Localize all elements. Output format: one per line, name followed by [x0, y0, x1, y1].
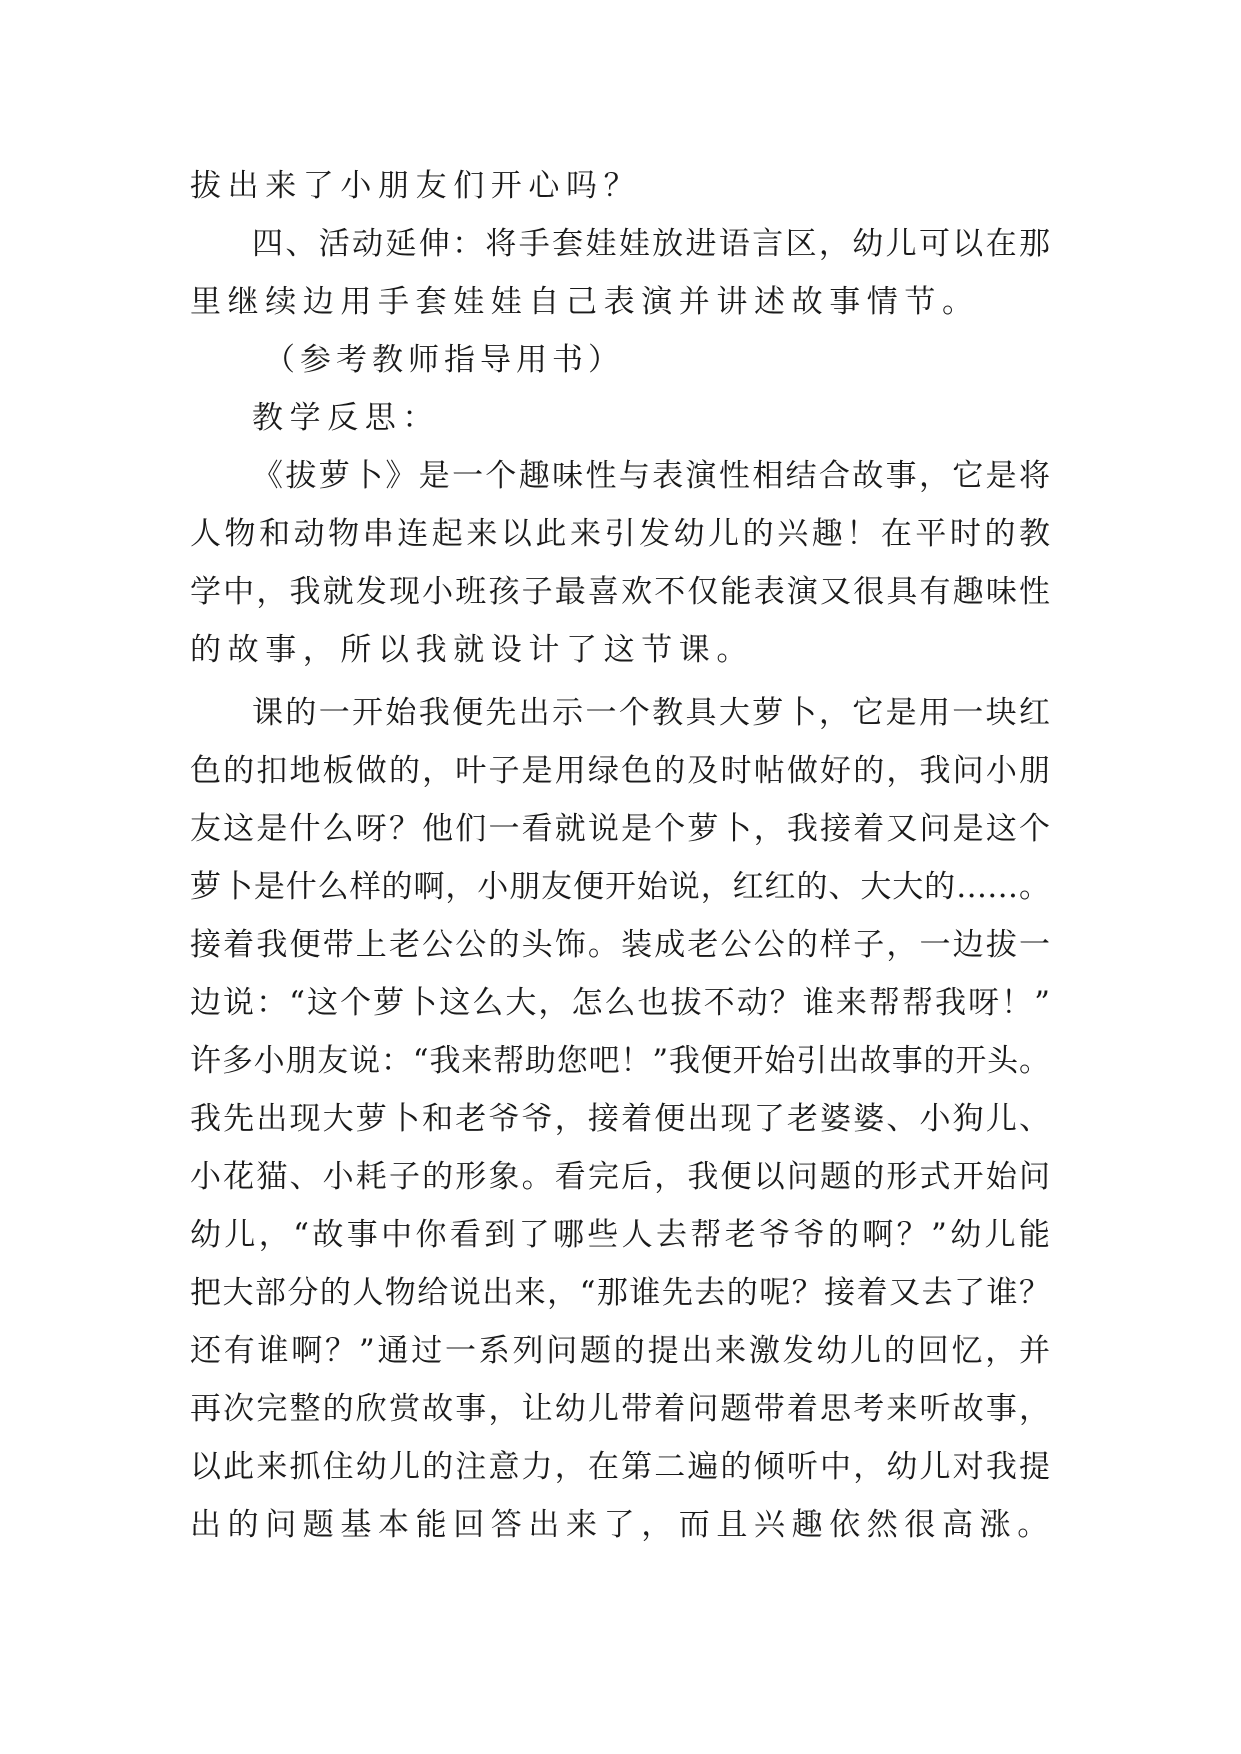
text-line: 以此来抓住幼儿的注意力，在第二遍的倾听中，幼儿对我提: [190, 1449, 1050, 1485]
text-line: 边说：“这个萝卜这么大，怎么也拔不动？谁来帮帮我呀！”: [190, 985, 1050, 1021]
text-line: 《拔萝卜》是一个趣味性与表演性相结合故事，它是将: [252, 458, 1050, 494]
text-line: 课的一开始我便先出示一个教具大萝卜，它是用一块红: [252, 695, 1050, 731]
text-line: 萝卜是什么样的啊，小朋友便开始说，红红的、大大的……。: [190, 869, 1050, 905]
text-line: 我先出现大萝卜和老爷爷，接着便出现了老婆婆、小狗儿、: [190, 1101, 1050, 1137]
text-line: 再次完整的欣赏故事，让幼儿带着问题带着思考来听故事，: [190, 1391, 1050, 1427]
text-line: 色的扣地板做的，叶子是用绿色的及时帖做好的，我问小朋: [190, 753, 1050, 789]
text-line: 出的问题基本能回答出来了，而且兴趣依然很高涨。: [190, 1507, 1055, 1543]
text-line: 拔出来了小朋友们开心吗？: [190, 168, 642, 204]
text-line: 的故事，所以我就设计了这节课。: [190, 632, 754, 668]
text-line: 教学反思：: [252, 400, 440, 436]
text-line: （参考教师指导用书）: [264, 342, 624, 378]
text-line: 把大部分的人物给说出来，“那谁先去的呢？接着又去了谁？: [190, 1275, 1050, 1311]
text-line: 学中，我就发现小班孩子最喜欢不仅能表演又很具有趣味性: [190, 574, 1050, 610]
text-line: 四、活动延伸：将手套娃娃放进语言区，幼儿可以在那: [252, 226, 1050, 262]
text-line: 许多小朋友说：“我来帮助您吧！”我便开始引出故事的开头。: [190, 1043, 1050, 1079]
text-line: 人物和动物串连起来以此来引发幼儿的兴趣！在平时的教: [190, 516, 1050, 552]
text-line: 幼儿，“故事中你看到了哪些人去帮老爷爷的啊？”幼儿能: [190, 1217, 1050, 1253]
text-line: 还有谁啊？”通过一系列问题的提出来激发幼儿的回忆，并: [190, 1333, 1050, 1369]
text-line: 小花猫、小耗子的形象。看完后，我便以问题的形式开始问: [190, 1159, 1050, 1195]
text-line: 友这是什么呀？他们一看就说是个萝卜，我接着又问是这个: [190, 811, 1050, 847]
text-line: 里继续边用手套娃娃自己表演并讲述故事情节。: [190, 284, 980, 320]
text-line: 接着我便带上老公公的头饰。装成老公公的样子，一边拔一: [190, 927, 1050, 963]
